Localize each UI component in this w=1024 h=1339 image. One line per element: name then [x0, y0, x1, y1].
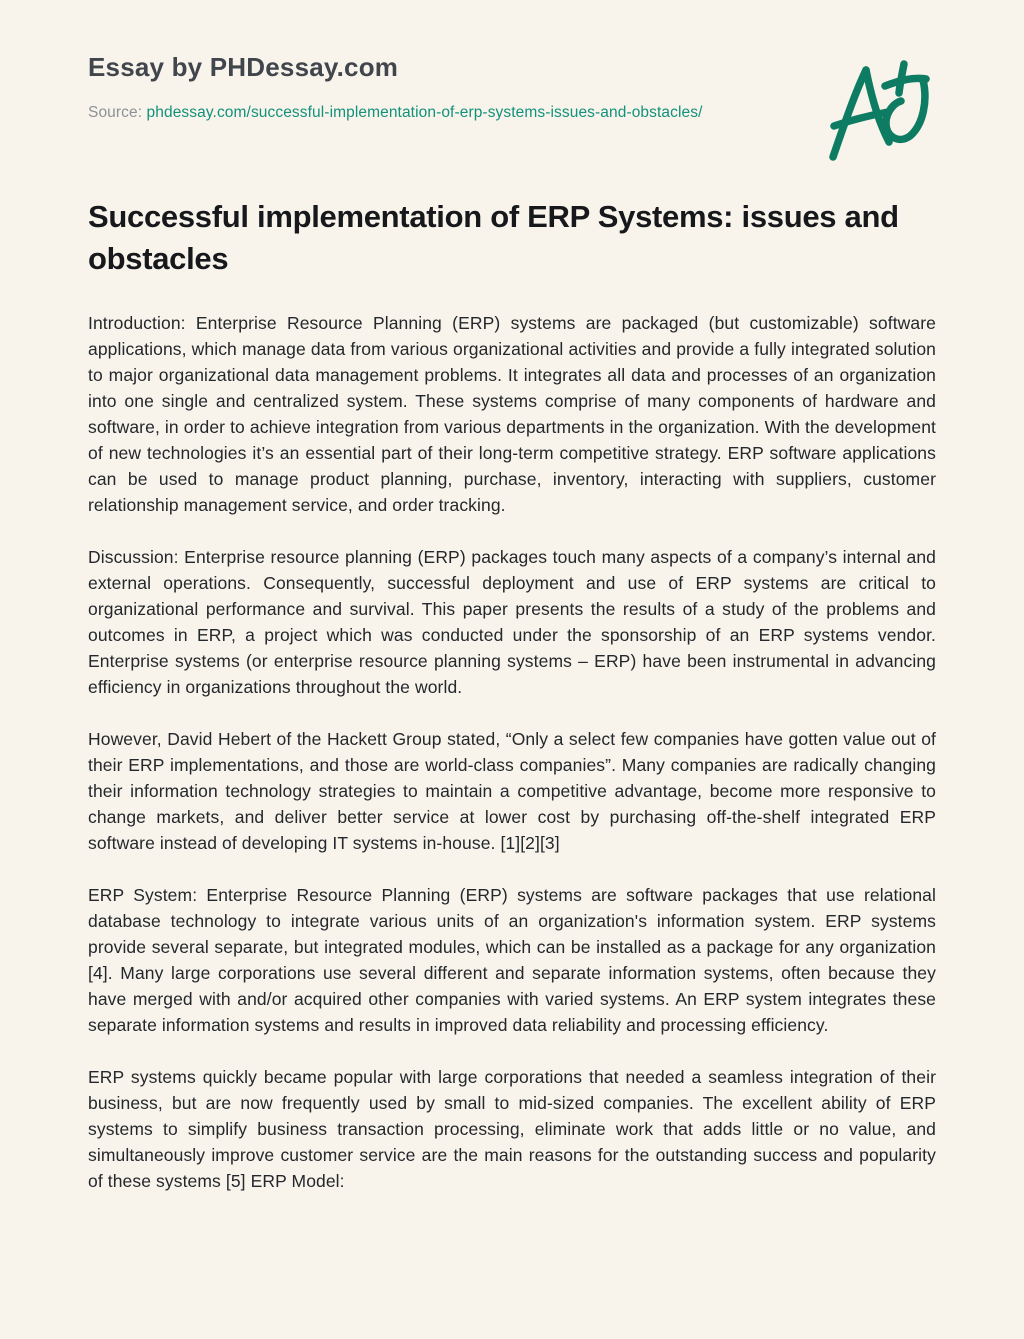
source-label: Source:: [88, 104, 143, 122]
source-link[interactable]: phdessay.com/successful-implementation-of-erp-systems-issues-and-obstacles/: [146, 104, 703, 122]
essay-title: Successful implementation of ERP Systems: issues and obstacles: [88, 199, 899, 277]
essay-paragraph: Discussion: Enterprise resource planning (ERP) packages touch many aspects of a company’s internal and external operations. Consequently, successful deployment and use of ERP systems are critical to organizational performance and survival. This paper presents the results of a study of the problems and outcomes in ERP, a project which was conducted under the sponsorship of an ERP systems vendor. Enterprise systems (or enterprise resource planning systems – ERP) have been instrumental in advancing efficiency in organizations throughout the world.: [88, 547, 936, 698]
essay-paragraph: However, David Hebert of the Hackett Group stated, “Only a select few companies have gotten value out of their ERP implementations, and those are world-class companies”. Many companies are radically changing their information technology strategies to maintain a competitive advantage, become more responsive to change markets, and deliver better service at lower cost by purchasing off-the-shelf integrated ERP software instead of developing IT systems in-house. [1][2][3]: [88, 729, 936, 854]
source-line: [88, 104, 936, 122]
phdessay-logo: [822, 52, 942, 174]
essay-paragraph: ERP System: Enterprise Resource Planning (ERP) systems are software packages that use relational database technology to integrate various units of an organization's information system. ERP systems provide several separate, but integrated modules, which can be installed as a package for any organization [4]. Many large corporations use several different and separate information systems, often because they have merged with and/or acquired other companies with varied systems. An ERP system integrates these separate information systems and results in improved data reliability and processing efficiency.: [88, 885, 936, 1036]
essay-byline: Essay by PHDessay.com: [88, 52, 399, 82]
essay-paragraph: Introduction: Enterprise Resource Planning (ERP) systems are packaged (but customizable) software applications, which manage data from various organizational activities and provide a fully integrated solution to major organizational data management problems. It integrates all data and processes of an organization into one single and centralized system. These systems comprise of many components of hardware and software, in order to achieve integration from various departments in the organization. With the development of new technologies it’s an essential part of their long-term competitive strategy. ERP software applications can be used to manage product planning, purchase, inventory, interacting with suppliers, customer relationship management service, and order tracking.: [88, 313, 936, 516]
a-plus-logo-icon: [822, 52, 942, 174]
essay-body: [88, 310, 936, 1194]
essay-paragraph: ERP systems quickly became popular with large corporations that needed a seamless integration of their business, but are now frequently used by small to mid-sized companies. The excellent ability of ERP systems to simplify business transaction processing, eliminate work that adds little or no value, and simultaneously improve customer service are the main reasons for the outstanding success and popularity of these systems [5] ERP Model:: [88, 1067, 936, 1192]
